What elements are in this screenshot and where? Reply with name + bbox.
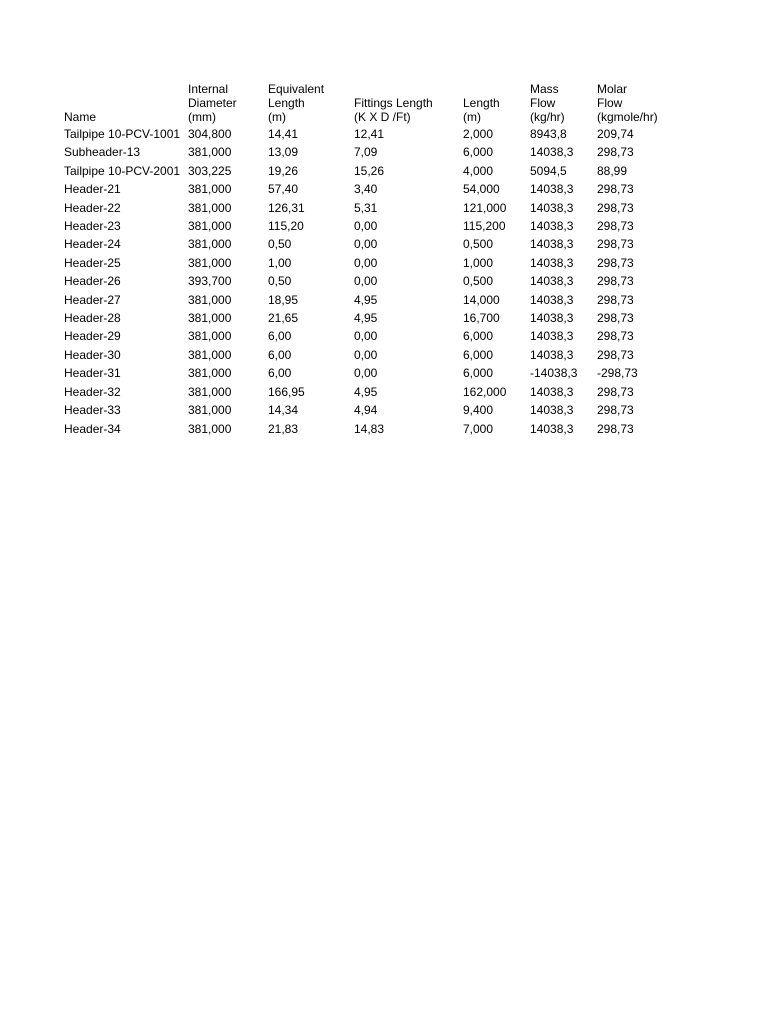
cell-length: 121,000: [463, 200, 507, 215]
cell-fittings-length: 7,09: [354, 145, 378, 160]
cell-equivalent-length: 13,09: [268, 145, 299, 160]
cell-fittings-length: 4,95: [354, 384, 378, 399]
cell-molar-flow: 209,74: [597, 127, 634, 141]
column-header-line: Molar: [597, 82, 628, 96]
cell-molar-flow: 298,73: [597, 311, 634, 326]
cell-name: Header-21: [64, 182, 121, 197]
cell-name: Header-26: [64, 274, 121, 289]
column-header-line: [64, 96, 188, 110]
cell-equivalent-length: 19,26: [268, 163, 299, 178]
cell-internal-diameter: 303,225: [188, 163, 232, 178]
cell-length: 16,700: [463, 311, 500, 326]
cell-length: 7,000: [463, 421, 494, 436]
cell-fittings-length: 4,95: [354, 311, 378, 326]
cell-internal-diameter: 381,000: [188, 200, 232, 215]
table-row: [64, 254, 669, 272]
cell-name: Tailpipe 10-PCV-1001: [64, 127, 181, 141]
cell-length: 6,000: [463, 347, 494, 362]
cell-equivalent-length: 14,41: [268, 127, 299, 141]
table-row: [64, 162, 669, 180]
cell-molar-flow: 298,73: [597, 421, 634, 436]
table-body: [64, 125, 669, 438]
cell-fittings-length: 3,40: [354, 182, 378, 197]
cell-mass-flow: 14038,3: [530, 182, 574, 197]
table-row: [64, 401, 669, 419]
cell-name: Header-29: [64, 329, 121, 344]
table-row: [64, 180, 669, 198]
cell-length: 1,000: [463, 255, 494, 270]
table-row: [64, 217, 669, 235]
cell-fittings-length: 4,94: [354, 403, 378, 418]
cell-internal-diameter: 393,700: [188, 274, 232, 289]
cell-fittings-length: 0,00: [354, 219, 378, 234]
column-header-line: [354, 82, 463, 96]
cell-molar-flow: 298,73: [597, 274, 634, 289]
cell-mass-flow: 8943,8: [530, 127, 567, 141]
column-header-length: [463, 82, 530, 125]
column-header-molar-flow: [597, 82, 669, 125]
table-row: [64, 309, 669, 327]
cell-name: Header-28: [64, 311, 121, 326]
column-header-line: Name: [64, 110, 97, 124]
column-header-line: Mass: [530, 82, 559, 96]
column-header-line: Equivalent: [268, 82, 325, 96]
cell-molar-flow: 298,73: [597, 329, 634, 344]
table-row: [64, 364, 669, 382]
cell-length: 2,000: [463, 127, 494, 141]
cell-length: 14,000: [463, 292, 500, 307]
cell-length: 4,000: [463, 163, 494, 178]
cell-molar-flow: 298,73: [597, 219, 634, 234]
table-row: [64, 272, 669, 290]
cell-name: Subheader-13: [64, 145, 141, 160]
table-row: [64, 291, 669, 309]
cell-name: Header-33: [64, 403, 121, 418]
cell-molar-flow: 298,73: [597, 182, 634, 197]
cell-internal-diameter: 381,000: [188, 255, 232, 270]
cell-mass-flow: 5094,5: [530, 163, 567, 178]
cell-fittings-length: 0,00: [354, 274, 378, 289]
cell-name: Header-27: [64, 292, 121, 307]
cell-molar-flow: -298,73: [597, 366, 638, 381]
cell-name: Header-34: [64, 421, 121, 436]
cell-fittings-length: 0,00: [354, 255, 378, 270]
cell-name: Header-30: [64, 347, 121, 362]
cell-fittings-length: 15,26: [354, 163, 385, 178]
column-header-fittings-length: [354, 82, 463, 125]
pipe-segment-table: [64, 82, 669, 438]
cell-molar-flow: 298,73: [597, 347, 634, 362]
cell-molar-flow: 298,73: [597, 145, 634, 160]
cell-molar-flow: 298,73: [597, 292, 634, 307]
cell-internal-diameter: 381,000: [188, 366, 232, 381]
cell-length: 9,400: [463, 403, 494, 418]
cell-mass-flow: 14038,3: [530, 200, 574, 215]
cell-internal-diameter: 381,000: [188, 421, 232, 436]
column-header-line: (m): [268, 110, 286, 124]
cell-mass-flow: 14038,3: [530, 219, 574, 234]
column-header-name: [64, 82, 188, 125]
column-header-line: [64, 82, 188, 96]
cell-length: 54,000: [463, 182, 500, 197]
column-header-mass-flow: [530, 82, 597, 125]
cell-mass-flow: 14038,3: [530, 311, 574, 326]
cell-molar-flow: 298,73: [597, 200, 634, 215]
column-header-line: (K X D /Ft): [354, 110, 411, 124]
cell-fittings-length: 0,00: [354, 237, 378, 252]
cell-molar-flow: 88,99: [597, 163, 628, 178]
cell-name: Header-23: [64, 219, 121, 234]
column-header-internal-diameter: [188, 82, 268, 125]
cell-internal-diameter: 381,000: [188, 403, 232, 418]
column-header-line: Fittings Length: [354, 96, 433, 110]
cell-equivalent-length: 18,95: [268, 292, 299, 307]
column-header-line: Diameter: [188, 96, 237, 110]
cell-fittings-length: 4,95: [354, 292, 378, 307]
cell-fittings-length: 0,00: [354, 366, 378, 381]
cell-molar-flow: 298,73: [597, 384, 634, 399]
cell-internal-diameter: 381,000: [188, 182, 232, 197]
cell-equivalent-length: 6,00: [268, 347, 292, 362]
cell-length: 115,200: [463, 219, 506, 234]
cell-internal-diameter: 381,000: [188, 329, 232, 344]
table-header: [64, 82, 669, 125]
column-header-line: Internal: [188, 82, 229, 96]
cell-equivalent-length: 115,20: [268, 219, 304, 234]
cell-mass-flow: 14038,3: [530, 145, 574, 160]
cell-internal-diameter: 381,000: [188, 384, 232, 399]
spreadsheet-page: [64, 82, 669, 438]
table-row: [64, 125, 669, 143]
cell-fittings-length: 0,00: [354, 347, 378, 362]
cell-name: Header-31: [64, 366, 121, 381]
column-header-line: (mm): [188, 110, 216, 124]
cell-internal-diameter: 381,000: [188, 292, 232, 307]
table-row: [64, 346, 669, 364]
cell-length: 0,500: [463, 274, 494, 289]
column-header-line: (kgmole/hr): [597, 110, 658, 124]
cell-equivalent-length: 57,40: [268, 182, 299, 197]
cell-equivalent-length: 166,95: [268, 384, 305, 399]
cell-name: Header-25: [64, 255, 121, 270]
cell-mass-flow: 14038,3: [530, 292, 574, 307]
cell-equivalent-length: 6,00: [268, 366, 292, 381]
cell-mass-flow: 14038,3: [530, 274, 574, 289]
cell-internal-diameter: 381,000: [188, 219, 232, 234]
table-row: [64, 143, 669, 161]
cell-mass-flow: 14038,3: [530, 347, 574, 362]
column-header-line: Length: [463, 96, 500, 110]
cell-length: 162,000: [463, 384, 507, 399]
cell-internal-diameter: 381,000: [188, 237, 232, 252]
cell-equivalent-length: 21,83: [268, 421, 299, 436]
cell-fittings-length: 14,83: [354, 421, 385, 436]
column-header-line: Length: [268, 96, 305, 110]
cell-mass-flow: 14038,3: [530, 421, 574, 436]
cell-internal-diameter: 381,000: [188, 347, 232, 362]
column-header-equivalent-length: [268, 82, 354, 125]
cell-mass-flow: 14038,3: [530, 255, 574, 270]
cell-equivalent-length: 6,00: [268, 329, 292, 344]
cell-name: Header-32: [64, 384, 121, 399]
cell-length: 0,500: [463, 237, 494, 252]
cell-mass-flow: 14038,3: [530, 403, 574, 418]
cell-internal-diameter: 381,000: [188, 311, 232, 326]
cell-fittings-length: 5,31: [354, 200, 378, 215]
cell-equivalent-length: 1,00: [268, 255, 292, 270]
column-header-line: Flow: [530, 96, 556, 110]
column-header-line: (kg/hr): [530, 110, 565, 124]
cell-equivalent-length: 0,50: [268, 274, 292, 289]
cell-length: 6,000: [463, 366, 494, 381]
cell-length: 6,000: [463, 145, 494, 160]
table-row: [64, 420, 669, 438]
table-row: [64, 199, 669, 217]
table-row: [64, 327, 669, 345]
cell-fittings-length: 12,41: [354, 127, 385, 141]
cell-mass-flow: 14038,3: [530, 384, 574, 399]
cell-molar-flow: 298,73: [597, 403, 634, 418]
cell-name: Header-22: [64, 200, 121, 215]
table-row: [64, 383, 669, 401]
column-header-line: (m): [463, 110, 481, 124]
cell-name: Tailpipe 10-PCV-2001: [64, 163, 181, 178]
cell-name: Header-24: [64, 237, 121, 252]
cell-length: 6,000: [463, 329, 494, 344]
cell-equivalent-length: 21,65: [268, 311, 299, 326]
table-row: [64, 235, 669, 253]
cell-internal-diameter: 381,000: [188, 145, 232, 160]
cell-equivalent-length: 126,31: [268, 200, 305, 215]
header-row: [64, 82, 669, 125]
cell-equivalent-length: 0,50: [268, 237, 292, 252]
column-header-line: Flow: [597, 96, 623, 110]
cell-molar-flow: 298,73: [597, 255, 634, 270]
cell-mass-flow: 14038,3: [530, 329, 574, 344]
cell-mass-flow: -14038,3: [530, 366, 578, 381]
cell-molar-flow: 298,73: [597, 237, 634, 252]
cell-fittings-length: 0,00: [354, 329, 378, 344]
cell-internal-diameter: 304,800: [188, 127, 232, 141]
cell-equivalent-length: 14,34: [268, 403, 299, 418]
column-header-line: [463, 82, 530, 96]
cell-mass-flow: 14038,3: [530, 237, 574, 252]
